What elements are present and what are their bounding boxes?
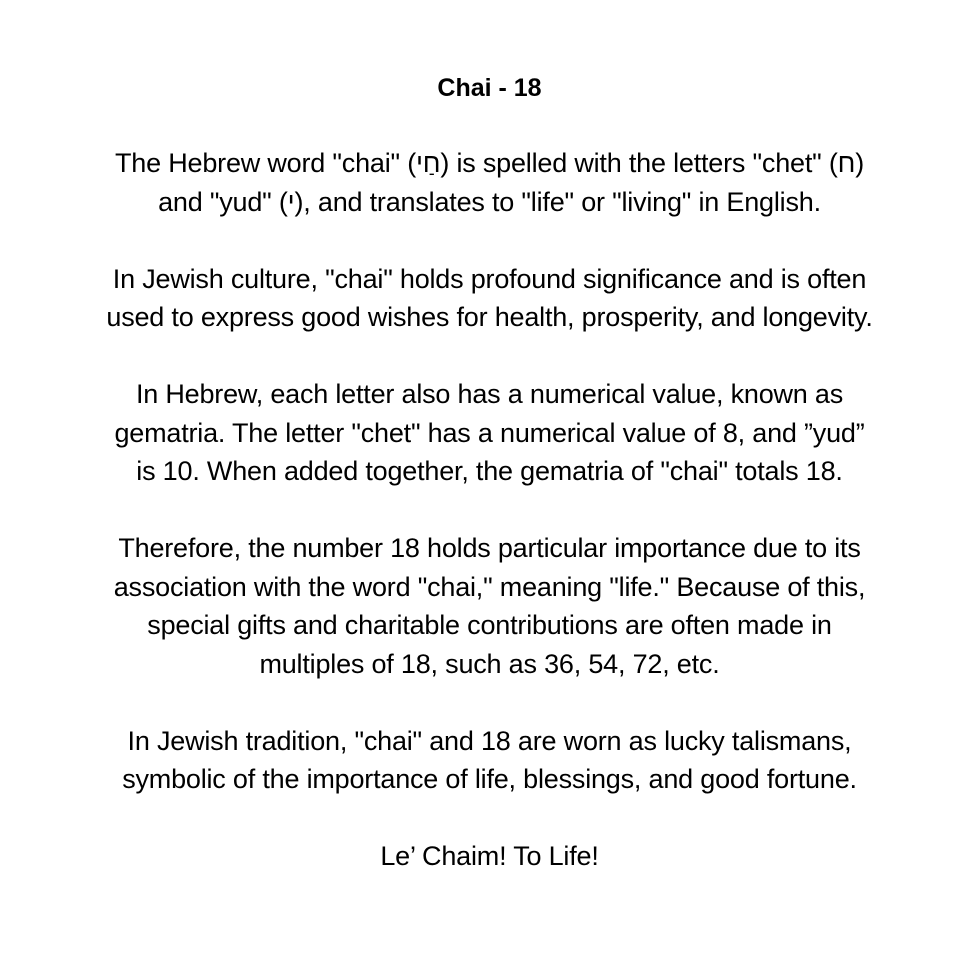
document-body: [20, 144, 959, 876]
page-title: Chai - 18: [437, 74, 542, 102]
paragraph-tradition: In Jewish tradition, "chai" and 18 are worn as lucky talismans, symbolic of the importance of life, blessings, and good fortune.: [122, 725, 857, 794]
paragraph-gematria: In Hebrew, each letter also has a numerical value, known as gematria. The letter "chet" has a numerical value of 8, and ”yud” is 10. When added together, the gematria of "chai" totals 18.: [114, 379, 865, 486]
closing-line: Le’ Chaim! To Life!: [380, 841, 599, 871]
paragraph-number-18: Therefore, the number 18 holds particular importance due to its association with the word "chai," meaning "life." Because of this, special gifts and charitable contributions are often made in multiples of 18, such as 36, 54, 72, etc.: [113, 533, 866, 679]
paragraph-hebrew-word: The Hebrew word "chai" (חַי) is spelled with the letters "chet" (ח) and "yud" (י), and translates to "life" or "living" in English.: [115, 148, 864, 217]
paragraph-jewish-culture: In Jewish culture, "chai" holds profound significance and is often used to express good wishes for health, prosperity, and longevity.: [106, 263, 873, 332]
